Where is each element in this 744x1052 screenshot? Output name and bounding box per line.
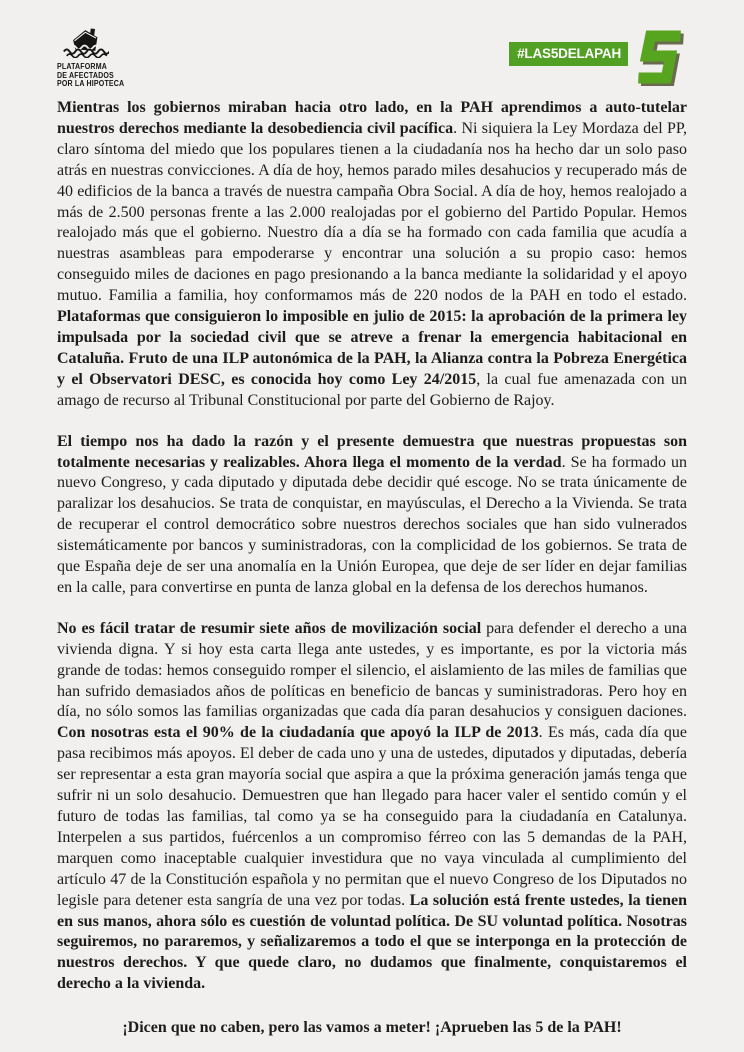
- text-segment: para defender el derecho a una vivienda digna. Y si hoy esta carta llega ante ustedes, y es importante, es por la victoria más grande de todas: hemos conseguido romper el silencio, el aislamiento de las miles de familias que han sufrido demasiados años de políticas en beneficio de bancas y suministradoras. Pero hoy en día, no sólo somos las familias organizadas que cada día paran desahucios y consiguen daciones.: [57, 619, 688, 721]
- text-segment: , la cual fue amenazada con un amago de recurso al Tribunal Constitucional por parte del Gobierno de Rajoy.: [57, 370, 688, 409]
- campaign-badge: [509, 28, 687, 86]
- paragraph: [57, 98, 687, 412]
- logo-line-1: PLATAFORMA: [57, 62, 107, 71]
- text-segment: . Se ha formado un nuevo Congreso, y cada diputado y diputada debe decidir qué escoge. No se trata únicamente de paralizar los desahucios. Se trata de conquistar, en mayúsculas, el Derecho a la Vivienda. Se trata de recuperar el control democrático sobre nuestros derechos sociales que han sido vulnerados sistemáticamente por bancos y suministradoras, con la complicidad de los gobiernos. Se trata de que España deje de ser una anomalía en la Unión Europea, que deje de ser líder en dejar familias en la calle, para convertirse en punta de lanza global en la defensa de los derechos humanos.: [57, 453, 687, 596]
- text-segment-bold: No es fácil tratar de resumir siete años de movilización social: [57, 619, 482, 637]
- logo-wordmark: [57, 63, 137, 89]
- logo-line-3: POR LA HIPOTECA: [57, 79, 125, 88]
- five-icon: [633, 28, 687, 86]
- pah-logo: [57, 28, 137, 89]
- text-segment-bold: El tiempo nos ha dado la razón y el presente demuestra que nuestras propuestas son totalmente necesarias y realizables. Ahora llega el momento de la verdad: [57, 432, 687, 471]
- paragraph: [57, 619, 687, 995]
- paragraph: [57, 432, 687, 599]
- text-segment-bold: La solución está frente ustedes, la tienen en sus manos, ahora sólo es cuestión de voluntad política. De SU voluntad política. Nosotras seguiremos, no pararemos, y señalizaremos a todo el que se interponga en la protección de nuestros derechos. Y que quede claro, no dudamos que finalmente, conquistaremos el derecho a la vivienda.: [57, 891, 687, 993]
- page-header: [57, 28, 687, 90]
- text-segment-bold: Plataformas que consiguieron lo imposible en julio de 2015: la aprobación de la primera ley impulsada por la sociedad civil que se atreve a frenar la emergencia habitacional en Cataluña. Fruto de una ILP autonómica de la PAH, la Alianza contra la Pobreza Energética y el Observatori DESC, es conocida hoy como Ley 24/2015: [57, 308, 687, 388]
- closing-line: ¡Dicen que no caben, pero las vamos a meter! ¡Aprueben las 5 de la PAH!: [122, 1019, 622, 1037]
- text-segment: . Es más, cada día que pasa recibimos más apoyos. El deber de cada uno y una de ustedes, diputados y diputadas, debería ser representar a esta gran mayoría social que aspira a que la próxima generación jamás tenga que sufrir ni un solo desahucio. Demuestren que han llegado para hacer valer el sentido común y el futuro de todas las familias, tal como ya se ha conseguido para la ciudadanía en Catalunya. Interpelen a sus partidos, fuércenlos a un compromiso férreo con las 5 demandas de la PAH, marquen como inaceptable cualquier investidura que no vaya vinculada al cumplimiento del artículo 47 de la Constitución española y no permitan que el nuevo Congreso de los Diputados no legisle para detener esta sangría de una vez por todas.: [57, 724, 687, 909]
- text-segment: . Ni siquiera la Ley Mordaza del PP, claro síntoma del miedo que los populares tienen a la ciudadanía nos ha hecho dar un solo paso atrás en nuestras convicciones. A día de hoy, hemos parado miles desahucios y recuperado más de 40 edificios de la banca a través de nuestra campaña Obra Social. A día de hoy, hemos realojado a más de 2.500 personas frente a las 2.000 realojadas por el gobierno del Partido Popular. Hemos realojado más que el gobierno. Nuestro día a día se ha formado con cada familia que acudía a nuestras asambleas para empoderarse y encontrar una solución a su propio caso: hemos conseguido miles de daciones en pago presionando a la banca mediante la solidaridad y el apoyo mutuo. Familia a familia, hoy conformamos más de 220 nodos de la PAH en todo el estado.: [57, 119, 687, 305]
- hashtag-label: #LAS5DELAPAH: [509, 42, 628, 66]
- text-segment-bold: Con nosotras esta el 90% de la ciudadanía que apoyó la ILP de 2013: [57, 724, 539, 742]
- house-on-waves-icon: [63, 28, 137, 63]
- text-segment-bold: Mientras los gobiernos miraban hacia otro lado, en la PAH aprendimos a auto-tutelar nuestros derechos mediante la desobediencia civil pacífica: [57, 99, 687, 137]
- letter-body: [57, 98, 687, 995]
- logo-line-2: DE AFECTADOS: [57, 70, 114, 80]
